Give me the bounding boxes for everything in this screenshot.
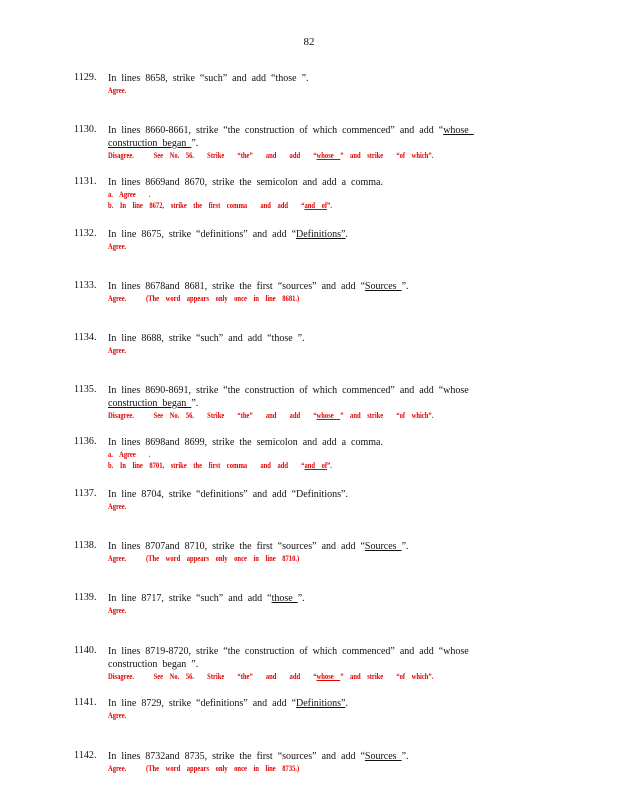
- amendment-number: 1142.: [74, 750, 97, 761]
- amendment-body: [108, 228, 508, 252]
- amendment-item: [0, 384, 618, 436]
- amendment-text: In lines 8678and 8681, strike the first “sources” and add “Sources ”.: [108, 281, 409, 292]
- amendment-body: [108, 176, 508, 211]
- amendment-number: 1129.: [74, 72, 97, 83]
- amendment-item: [0, 176, 618, 228]
- amendment-body: [108, 332, 508, 356]
- response-text: Disagree. See No. 56. Strike “the” and add “whose ” and strike “of which”.: [108, 672, 434, 681]
- response-text: Agree.: [108, 346, 127, 355]
- underlined-text: and of: [304, 201, 328, 210]
- amendment-text: In line 8675, strike “definitions” and add “Definitions”.: [108, 229, 348, 240]
- amendment-body: [108, 540, 508, 564]
- response-text: Agree. (The word appears only once in line 8681.): [108, 294, 300, 303]
- amendment-number: 1132.: [74, 228, 97, 239]
- underlined-text: Sources: [364, 281, 402, 292]
- amendment-body: [108, 384, 508, 421]
- amendment-number: 1133.: [74, 280, 97, 291]
- amendment-text: In lines 8658, strike “such” and add “those ”.: [108, 73, 309, 84]
- amendment-number: 1130.: [74, 124, 97, 135]
- amendment-number: 1136.: [74, 436, 97, 447]
- underlined-text: whose: [316, 672, 341, 681]
- underlined-text: Sources: [364, 541, 402, 552]
- response-text: Agree. (The word appears only once in line 8735.): [108, 764, 300, 773]
- amendment-number: 1141.: [74, 697, 97, 708]
- amendment-body: [108, 280, 508, 304]
- amendment-text: construction began ”.: [108, 138, 199, 149]
- amendment-body: [108, 750, 508, 774]
- response-text: Disagree. See No. 56. Strike “the” and add “whose ” and strike “of which”.: [108, 151, 434, 160]
- response-text: Agree.: [108, 606, 127, 615]
- underlined-text: construction began: [108, 398, 192, 409]
- amendment-text: In line 8688, strike “such” and add “those ”.: [108, 333, 305, 344]
- amendment-body: [108, 436, 508, 471]
- response-text: b. In line 8672, strike the first comma and add “and of”.: [108, 201, 332, 210]
- amendment-item: [0, 645, 618, 697]
- amendment-item: [0, 488, 618, 540]
- amendment-item: [0, 228, 618, 280]
- amendment-item: [0, 750, 618, 802]
- response-text: Agree.: [108, 502, 127, 511]
- amendment-body: [108, 488, 508, 512]
- response-text: Agree.: [108, 711, 127, 720]
- amendment-text: construction began ”.: [108, 398, 199, 409]
- amendment-text: In lines 8669and 8670, strike the semicolon and add a comma.: [108, 177, 383, 188]
- underlined-text: whose: [316, 411, 341, 420]
- amendment-item: [0, 592, 618, 645]
- amendment-text: In lines 8719-8720, strike “the construction of which commenced” and add “whose: [108, 646, 469, 657]
- underlined-text: Sources: [364, 751, 402, 762]
- amendment-number: 1134.: [74, 332, 97, 343]
- underlined-text: construction began: [108, 138, 192, 149]
- amendment-number: 1140.: [74, 645, 97, 656]
- response-text: Disagree. See No. 56. Strike “the” and add “whose ” and strike “of which”.: [108, 411, 434, 420]
- amendment-item: [0, 436, 618, 488]
- amendment-item: [0, 280, 618, 332]
- amendment-number: 1138.: [74, 540, 97, 551]
- underlined-text: those: [271, 593, 298, 604]
- amendment-item: [0, 124, 618, 176]
- amendment-item: [0, 697, 618, 750]
- amendment-item: [0, 332, 618, 384]
- amendment-item: [0, 72, 618, 124]
- amendment-body: [108, 697, 508, 721]
- response-text: b. In line 8701, strike the first comma and add “and of”.: [108, 461, 332, 470]
- amendment-text: In lines 8698and 8699, strike the semicolon and add a comma.: [108, 437, 383, 448]
- amendment-text: In lines 8732and 8735, strike the first “sources” and add “Sources ”.: [108, 751, 409, 762]
- underlined-text: Definitions”: [296, 698, 346, 709]
- amendment-item: [0, 540, 618, 592]
- amendment-text: construction began ”.: [108, 659, 199, 670]
- amendment-number: 1137.: [74, 488, 97, 499]
- amendment-body: [108, 592, 508, 616]
- amendment-body: [108, 645, 508, 682]
- amendment-body: [108, 72, 508, 96]
- amendment-text: In line 8717, strike “such” and add “those ”.: [108, 593, 305, 604]
- amendment-number: 1139.: [74, 592, 97, 603]
- response-text: Agree.: [108, 86, 127, 95]
- response-text: Agree.: [108, 242, 127, 251]
- underlined-text: whose: [316, 151, 341, 160]
- amendment-text: In lines 8660-8661, strike “the construction of which commenced” and add “whose: [108, 125, 474, 136]
- page-number: 82: [303, 36, 315, 48]
- amendment-text: In lines 8690-8691, strike “the construction of which commenced” and add “whose: [108, 385, 469, 396]
- amendment-number: 1131.: [74, 176, 97, 187]
- underlined-text: Definitions”: [296, 229, 346, 240]
- underlined-text: and of: [304, 461, 328, 470]
- response-text: a. Agree .: [108, 190, 151, 199]
- amendment-text: In line 8729, strike “definitions” and add “Definitions”.: [108, 698, 348, 709]
- amendment-text: In lines 8707and 8710, strike the first “sources” and add “Sources ”.: [108, 541, 409, 552]
- amendment-text: In line 8704, strike “definitions” and add “Definitions”.: [108, 489, 348, 500]
- response-text: a. Agree .: [108, 450, 151, 459]
- underlined-text: whose: [443, 125, 474, 136]
- amendment-number: 1135.: [74, 384, 97, 395]
- response-text: Agree. (The word appears only once in line 8710.): [108, 554, 300, 563]
- amendment-list: [0, 72, 618, 802]
- amendment-body: [108, 124, 508, 161]
